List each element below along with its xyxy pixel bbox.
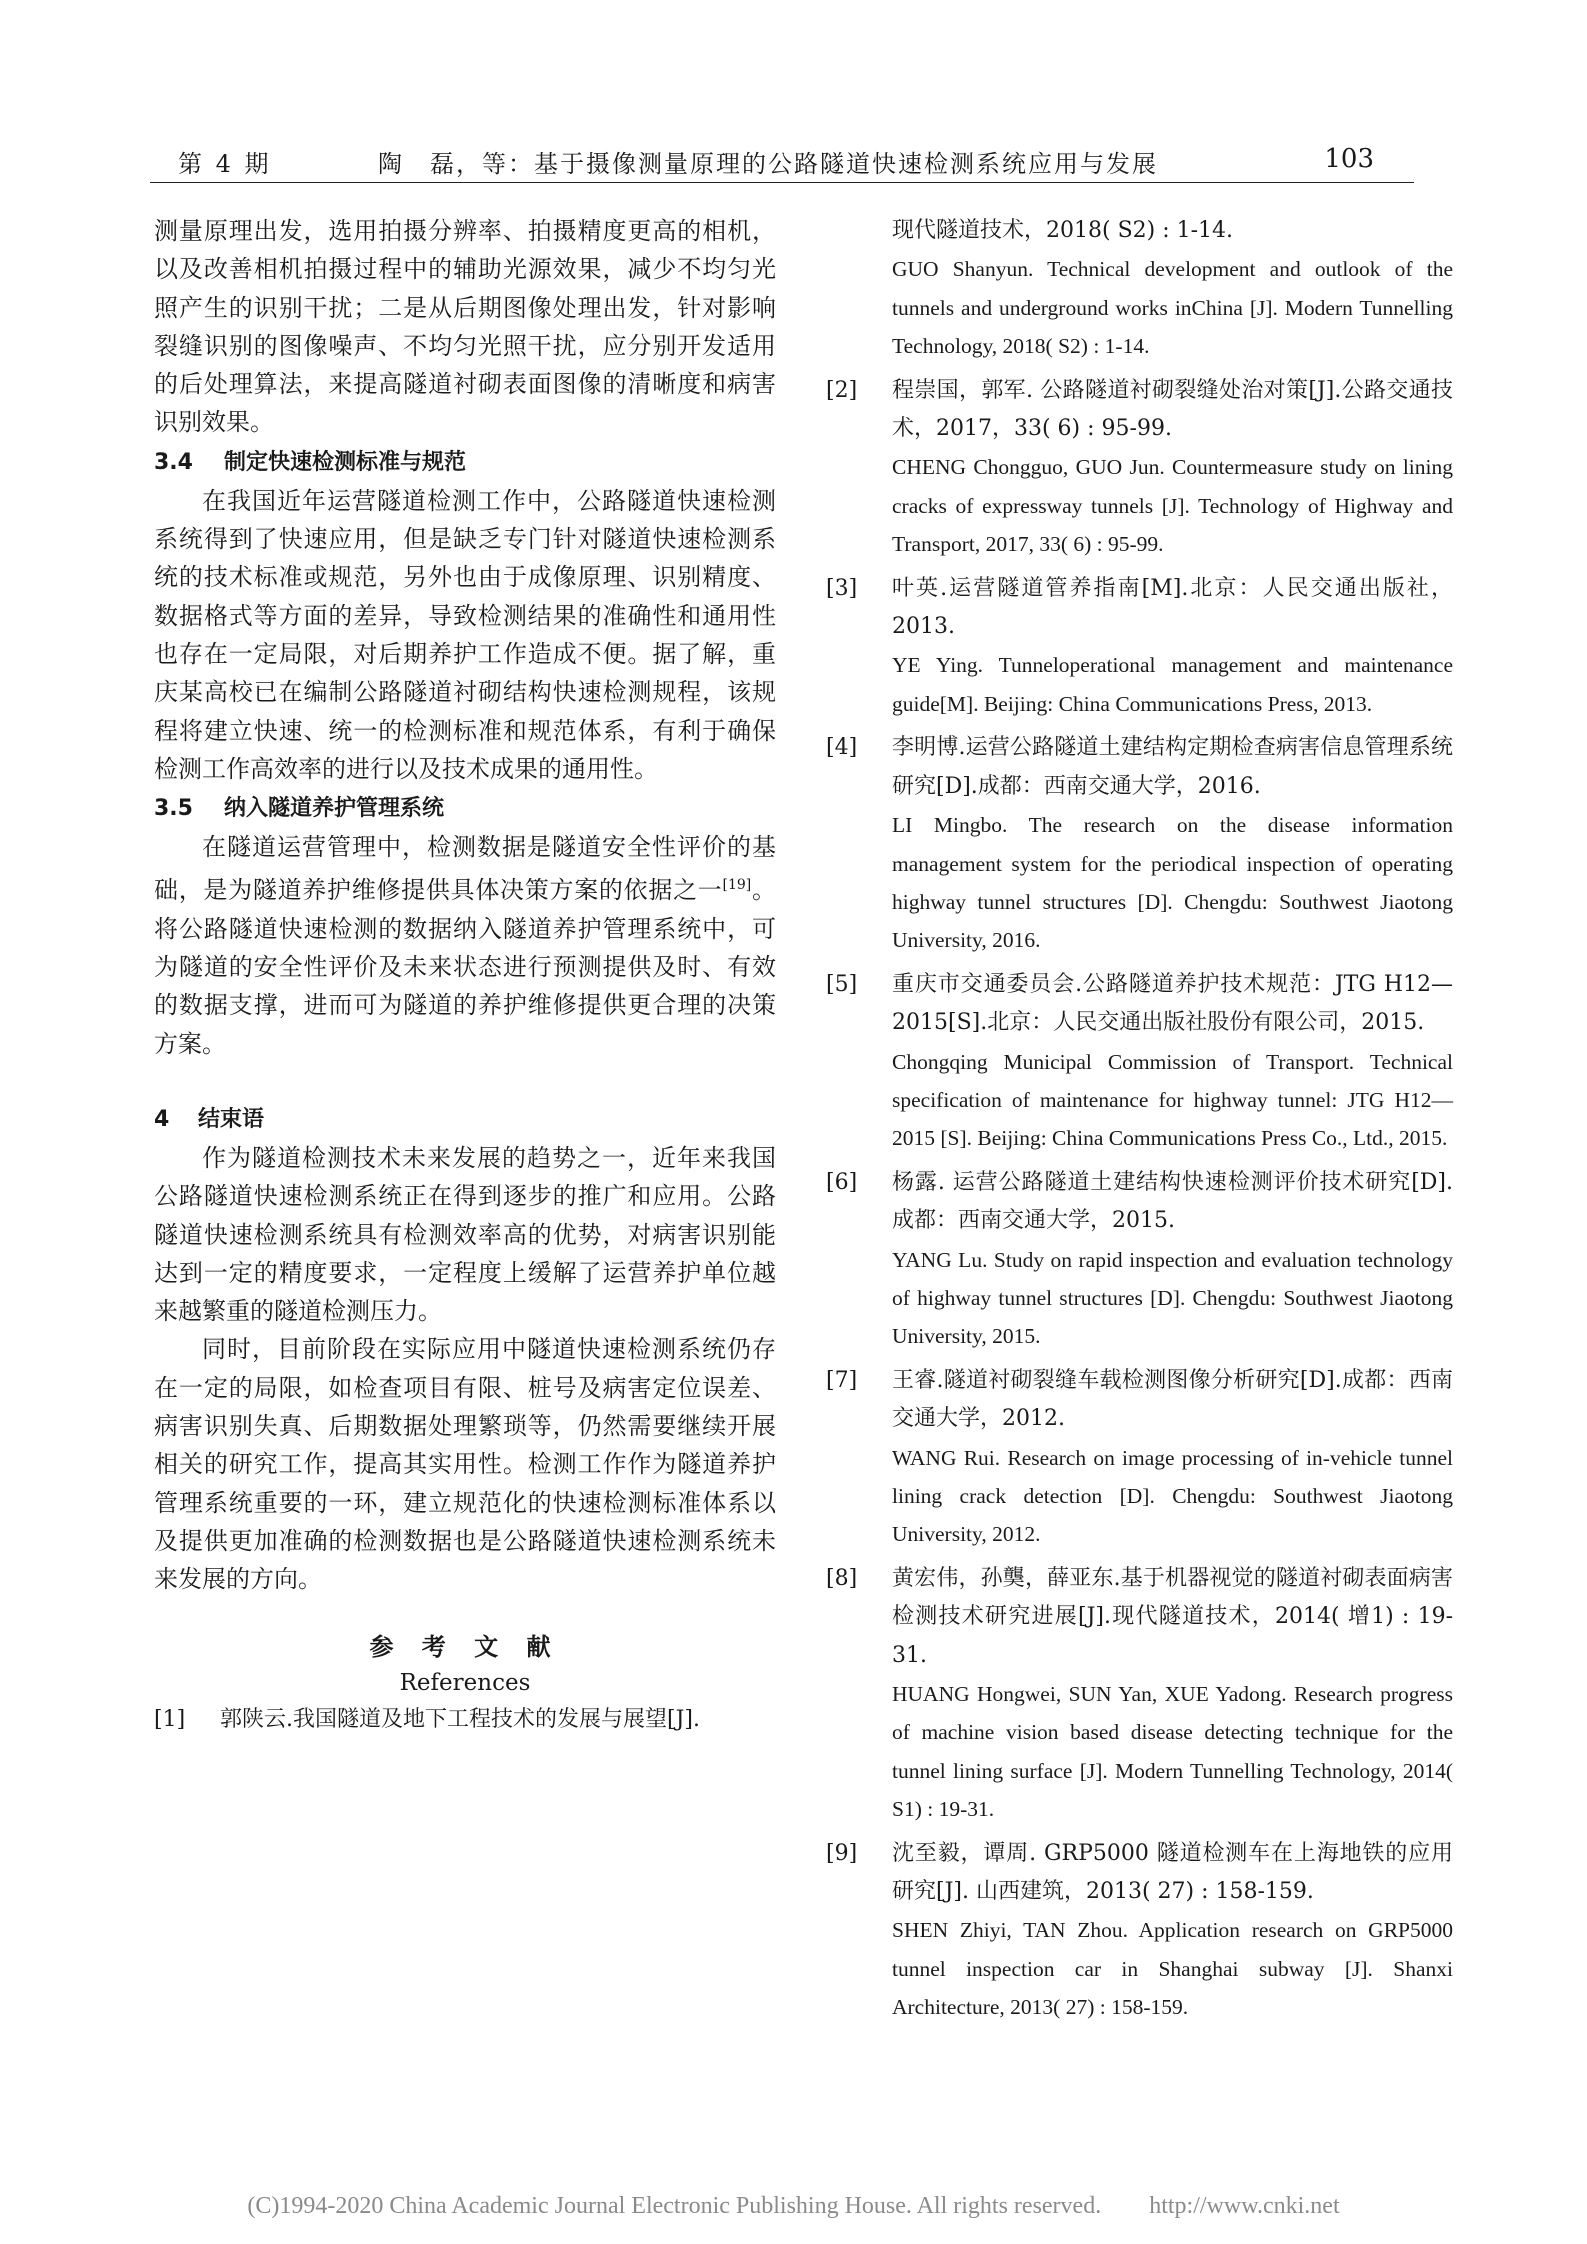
reference-text-cn: 叶英.运营隧道管养指南[M].北京：人民交通出版社，2013. bbox=[892, 575, 1453, 640]
section-number: 3.4 bbox=[154, 449, 193, 475]
reference-text-cn: 杨露. 运营公路隧道土建结构快速检测评价技术研究[D]. 成都：西南交通大学，2015. bbox=[892, 1169, 1453, 1234]
paragraph: 作为隧道检测技术未来发展的趋势之一，近年来我国公路隧道快速检测系统正在得到逐步的推广和应用。公路隧道快速检测系统具有检测效率高的优势，对病害识别能达到一定的精度要求，一定程度上缓解了运营养护单位越来越繁重的隧道检测压力。 bbox=[154, 1143, 776, 1326]
reference-number: [7] bbox=[826, 1367, 858, 1393]
reference-text-en: HUANG Hongwei, SUN Yan, XUE Yadong. Research progress of machine vision based disease detecting technique for the tunnel lining surface [J]. Modern Tunnelling Technology, 2014( S1) : 19-31. bbox=[892, 1682, 1453, 1822]
reference-text-en: WANG Rui. Research on image processing of in-vehicle tunnel lining crack detection [D]. Chengdu: Southwest Jiaotong University, 2012. bbox=[892, 1445, 1453, 1547]
reference-item bbox=[826, 1835, 1453, 2027]
section-number: 4 bbox=[154, 1106, 170, 1132]
reference-number: [9] bbox=[826, 1840, 858, 1866]
reference-number: [1] bbox=[154, 1706, 186, 1732]
reference-number: [3] bbox=[826, 575, 858, 601]
reference-item bbox=[826, 729, 1453, 959]
copyright-footer: (C)1994-2020 China Academic Journal Electronic Publishing House. All rights reserved. http://www.cnki.net bbox=[247, 2193, 1340, 2219]
section-title: 结束语 bbox=[198, 1106, 265, 1132]
reference-item bbox=[826, 372, 1453, 564]
reference-text-cn: 重庆市交通委员会.公路隧道养护技术规范：JTG H12—2015[S].北京：人民交通出版社股份有限公司，2015. bbox=[892, 971, 1453, 1036]
section-title: 制定快速检测标准与规范 bbox=[224, 449, 467, 475]
reference-text-cn: 李明博.运营公路隧道土建结构定期检查病害信息管理系统研究[D].成都：西南交通大学，2016. bbox=[892, 735, 1453, 799]
reference-text-cn: 沈至毅，谭周. GRP5000 隧道检测车在上海地铁的应用研究[J]. 山西建筑，2013( 27) : 158-159. bbox=[892, 1840, 1453, 1905]
reference-item bbox=[826, 570, 1453, 724]
section-heading-3-4 bbox=[154, 444, 776, 482]
reference-number: [2] bbox=[826, 377, 858, 403]
section-number: 3.5 bbox=[154, 796, 193, 822]
reference-item bbox=[826, 1164, 1453, 1356]
citation-link[interactable]: [19] bbox=[722, 877, 752, 894]
page-number: 103 bbox=[1324, 144, 1374, 174]
reference-text-en: LI Mingbo. The research on the disease information management system for the periodical inspection of operating highway tunnel structures [D]. Chengdu: Southwest Jiaotong University, 2016. bbox=[892, 813, 1453, 953]
paragraph: 在我国近年运营隧道检测工作中，公路隧道快速检测系统得到了快速应用，但是缺乏专门针对隧道快速检测系统的技术标准或规范，另外也由于成像原理、识别精度、数据格式等方面的差异，导致检测结果的准确性和通用性也存在一定局限，对后期养护工作造成不便。据了解，重庆某高校已在编制公路隧道衬砌结构快速检测规程，该规程将建立快速、统一的检测标准和规范体系，有利于确保检测工作高效率的进行以及技术成果的通用性。 bbox=[154, 486, 776, 783]
reference-item-continued bbox=[826, 212, 1453, 366]
section-title: 纳入隧道养护管理系统 bbox=[224, 796, 445, 822]
reference-number: [8] bbox=[826, 1565, 858, 1591]
references-title: 参 考 文 献 bbox=[369, 1631, 561, 1661]
running-header bbox=[150, 136, 1414, 183]
reference-text-cn: 黄宏伟，孙龑，薛亚东.基于机器视觉的隧道衬砌表面病害检测技术研究进展[J].现代隧道技术，2014( 增1) : 19-31. bbox=[892, 1565, 1453, 1668]
reference-number: [5] bbox=[826, 971, 858, 997]
reference-item bbox=[826, 1362, 1453, 1554]
reference-text-cn: 王睿.隧道衬砌裂缝车载检测图像分析研究[D].成都：西南交通大学，2012. bbox=[892, 1367, 1453, 1432]
reference-text-en: YANG Lu. Study on rapid inspection and evaluation technology of highway tunnel structures [D]. Chengdu: Southwest Jiaotong University, 2015. bbox=[892, 1247, 1453, 1349]
reference-text-en: GUO Shanyun. Technical development and outlook of the tunnels and underground works inChina [J]. Modern Tunnelling Technology, 2018( S2) : 1-14. bbox=[892, 257, 1453, 359]
section-heading-3-5 bbox=[154, 790, 776, 828]
section-heading-4 bbox=[154, 1101, 776, 1139]
reference-item bbox=[826, 1560, 1453, 1829]
reference-item bbox=[154, 1701, 776, 1739]
issue-number: 第 4 期 bbox=[178, 150, 272, 178]
reference-number: [4] bbox=[826, 735, 858, 761]
reference-text-cn: 郭陕云.我国隧道及地下工程技术的发展与展望[J]. bbox=[220, 1706, 700, 1732]
reference-text-en: YE Ying. Tunneloperational management and maintenance guide[M]. Beijing: China Communications Press, 2013. bbox=[892, 653, 1453, 716]
paragraph bbox=[154, 828, 776, 1063]
reference-text-en: SHEN Zhiyi, TAN Zhou. Application research on GRP5000 tunnel inspection car in Shanghai subway [J]. Shanxi Architecture, 2013( 27) : 158-159. bbox=[892, 1918, 1453, 2020]
right-column bbox=[826, 212, 1453, 2027]
reference-text-cn: 现代隧道技术，2018( S2) : 1-14. bbox=[892, 218, 1234, 243]
running-title: 陶 磊，等：基于摄像测量原理的公路隧道快速检测系统应用与发展 bbox=[378, 150, 1158, 178]
reference-number: [6] bbox=[826, 1169, 858, 1195]
paragraph-text: 。将公路隧道快速检测的数据纳入隧道养护管理系统中，可为隧道的安全性评价及未来状态进行预测提供及时、有效的数据支撑，进而可为隧道的养护维修提供更合理的决策方案。 bbox=[154, 876, 776, 1058]
paragraph: 测量原理出发，选用拍摄分辨率、拍摄精度更高的相机，以及改善相机拍摄过程中的辅助光源效果，减少不均匀光照产生的识别干扰；二是从后期图像处理出发，针对影响裂缝识别的图像噪声、不均匀光照干扰，应分别开发适用的后处理算法，来提高隧道衬砌表面图像的清晰度和病害识别效果。 bbox=[154, 217, 776, 437]
reference-item bbox=[826, 966, 1453, 1158]
left-column bbox=[154, 212, 776, 1739]
paragraph-text: 在隧道运营管理中，检测数据是隧道安全性评价的基础，是为隧道养护维修提供具体决策方案的依据之一 bbox=[154, 833, 776, 905]
reference-text-en: CHENG Chongguo, GUO Jun. Countermeasure study on lining cracks of expressway tunnels [J]. Technology of Highway and Transport, 2017, 33( 6) : 95-99. bbox=[892, 455, 1453, 557]
reference-text-cn: 程崇国，郭军. 公路隧道衬砌裂缝处治对策[J].公路交通技术，2017，33( 6) : 95-99. bbox=[892, 377, 1453, 442]
references-subtitle: References bbox=[399, 1669, 531, 1696]
paragraph: 同时，目前阶段在实际应用中隧道快速检测系统仍存在一定的局限，如检查项目有限、桩号及病害定位误差、病害识别失真、后期数据处理繁琐等，仍然需要继续开展相关的研究工作，提高其实用性。检测工作作为隧道养护管理系统重要的一环，建立规范化的快速检测标准体系以及提供更加准确的检测数据也是公路隧道快速检测系统未来发展的方向。 bbox=[154, 1335, 776, 1594]
reference-text-en: Chongqing Municipal Commission of Transport. Technical specification of maintenance for highway tunnel: JTG H12—2015 [S]. Beijing: China Communications Press Co., Ltd., 2015. bbox=[892, 1049, 1453, 1151]
